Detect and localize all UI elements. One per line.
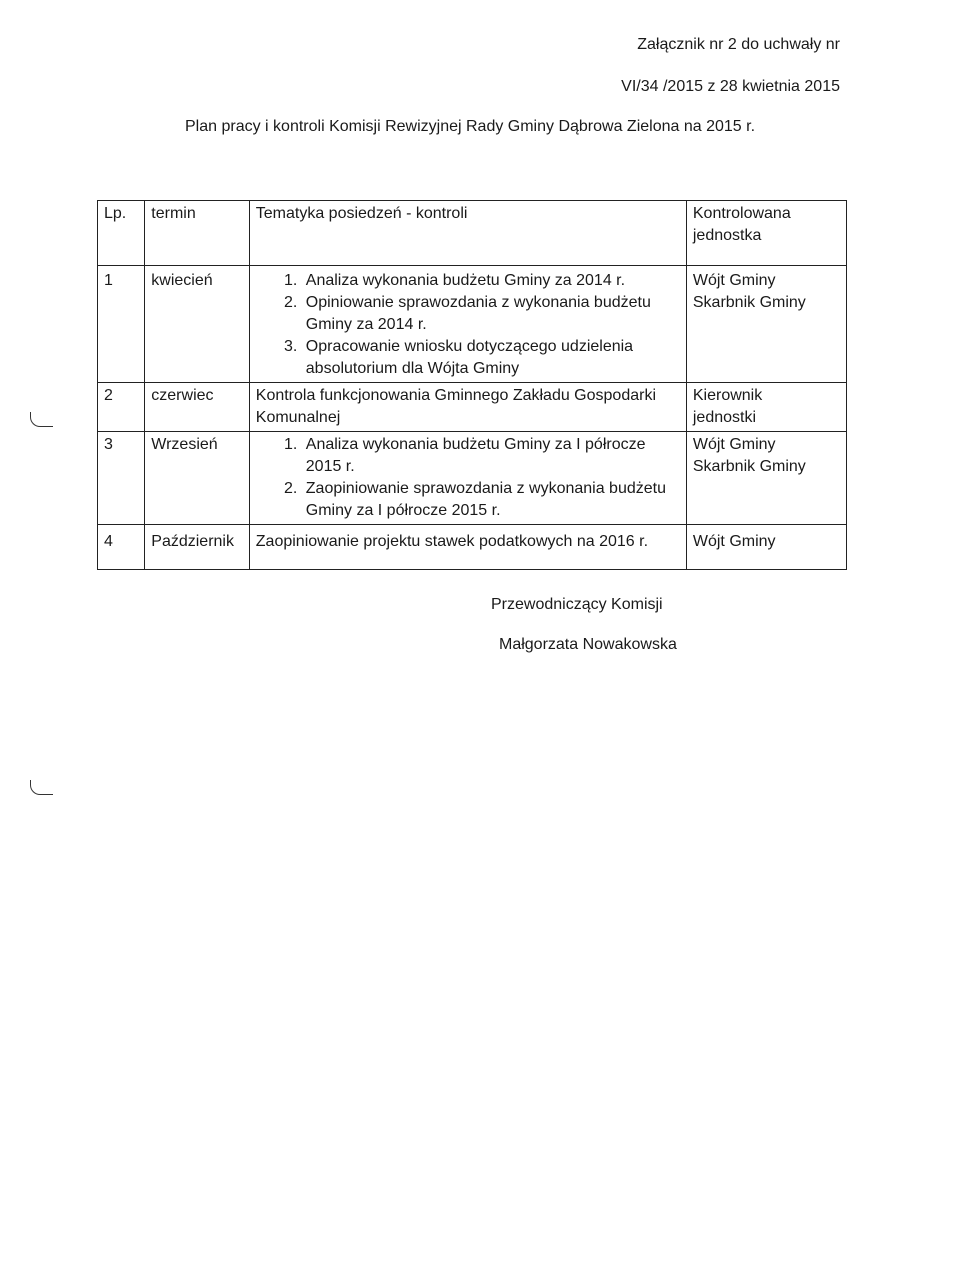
row-unit [686, 525, 846, 570]
row-unit [686, 383, 846, 432]
list-item: 2. Opiniowanie sprawozdania z wykonania budżetu Gminy za 2014 r. [302, 292, 680, 336]
row-topic: Kontrola funkcjonowania Gminnego Zakładu Gospodarki Komunalnej [249, 383, 686, 432]
table-header-row [98, 201, 847, 266]
list-item: 2. Zaopiniowanie sprawozdania z wykonania budżetu Gminy za I półrocze 2015 r. [302, 478, 680, 522]
topic-list [256, 434, 680, 522]
row-topic: Zaopiniowanie projektu stawek podatkowych na 2016 r. [249, 525, 686, 570]
unit-line: Kierownik [692, 387, 763, 404]
table-row [98, 266, 847, 383]
document-title: Plan pracy i kontroli Komisji Rewizyjnej Rady Gminy Dąbrowa Zielona na 2015 r. [185, 118, 756, 135]
header-unit [686, 201, 846, 266]
unit-line: Skarbnik Gminy [692, 294, 806, 311]
signatory-name: Małgorzata Nowakowska [499, 636, 677, 653]
row-unit [686, 266, 846, 383]
list-item: 3. Opracowanie wniosku dotyczącego udzielenia absolutorium dla Wójta Gminy [302, 336, 680, 380]
scan-mark [30, 412, 53, 427]
row-lp: 3 [98, 432, 145, 525]
list-item: 1. Analiza wykonania budżetu Gminy za I półrocze 2015 r. [302, 434, 680, 478]
unit-line: jednostki [692, 409, 757, 426]
row-topic [249, 432, 686, 525]
list-item: 1. Analiza wykonania budżetu Gminy za 2014 r. [302, 270, 680, 292]
row-term: kwiecień [145, 266, 249, 383]
row-unit [686, 432, 846, 525]
unit-line: Wójt Gminy [692, 272, 776, 289]
row-lp: 1 [98, 266, 145, 383]
table-row [98, 525, 847, 570]
work-plan-table [97, 200, 847, 570]
table-row [98, 383, 847, 432]
unit-line: Skarbnik Gminy [692, 458, 806, 475]
header-unit-line2: jednostka [692, 227, 762, 244]
unit-line: Wójt Gminy [692, 436, 776, 453]
header-unit-line1: Kontrolowana [692, 205, 791, 222]
row-lp: 2 [98, 383, 145, 432]
header-topic: Tematyka posiedzeń - kontroli [249, 201, 686, 266]
row-term: Wrzesień [145, 432, 249, 525]
row-topic [249, 266, 686, 383]
resolution-number: VI/34 /2015 z 28 kwietnia 2015 [621, 78, 840, 95]
unit-line: Wójt Gminy [692, 533, 776, 550]
annex-reference: Załącznik nr 2 do uchwały nr [637, 36, 840, 53]
table-row [98, 432, 847, 525]
row-term: Październik [145, 525, 249, 570]
header-lp: Lp. [98, 201, 145, 266]
row-term: czerwiec [145, 383, 249, 432]
signatory-role: Przewodniczący Komisji [491, 596, 663, 613]
topic-list [256, 270, 680, 380]
scan-mark [30, 780, 53, 795]
row-lp: 4 [98, 525, 145, 570]
header-term: termin [145, 201, 249, 266]
